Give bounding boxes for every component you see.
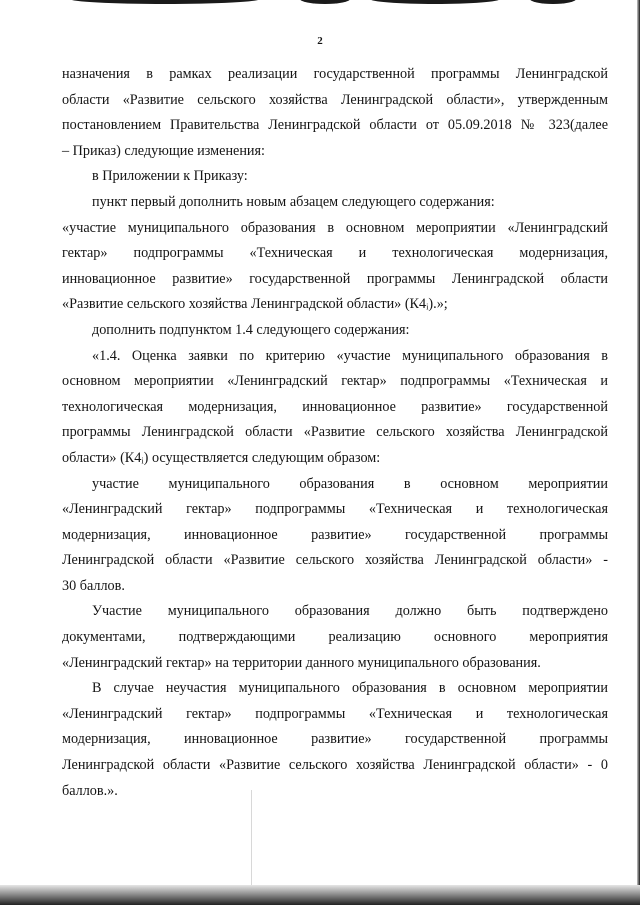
text-line: «Развитие сельского хозяйства Ленинградской области» (К4ᵢ).»; (62, 296, 448, 313)
text-line: документами, подтверждающими реализацию основного мероприятия (62, 629, 608, 646)
text-line: дополнить подпунктом 1.4 следующего содержания: (92, 321, 410, 338)
text-line: гектар» подпрограммы «Техническая и технологическая модернизация, (62, 245, 608, 262)
text-line: Участие муниципального образования должно быть подтверждено (92, 603, 608, 620)
paragraph-non-participation-score (62, 676, 608, 804)
paragraph-point-one (62, 190, 608, 216)
text-line: в Приложении к Приказу: (92, 168, 248, 185)
text-line: пункт первый дополнить новым абзацем следующего содержания: (92, 193, 495, 210)
text-line: 30 баллов. (62, 577, 125, 594)
text-line: назначения в рамках реализации государственной программы Ленинградской (62, 66, 608, 82)
page-number: 2 (317, 35, 323, 47)
text-line: инновационное развитие» государственной программы Ленинградской области (62, 270, 608, 287)
text-line: «Ленинградский гектар» на территории данного муниципального образования. (62, 654, 541, 671)
paragraph-subpoint-intro (62, 318, 608, 344)
text-line: Ленинградской области «Развитие сельского хозяйства Ленинградской области» - (62, 552, 608, 569)
text-line: постановлением Правительства Ленинградской области от 05.09.2018 № 323(далее (62, 117, 608, 134)
text-line: «участие муниципального образования в основном мероприятии «Ленинградский (62, 219, 608, 236)
text-line: баллов.». (62, 782, 118, 799)
text-line: «Ленинградский гектар» подпрограммы «Техническая и технологическая (62, 705, 608, 722)
text-line: В случае неучастия муниципального образования в основном мероприятии (92, 680, 608, 697)
text-line: Ленинградской области «Развитие сельского хозяйства Ленинградской области» - 0 (62, 757, 608, 774)
scan-artifact (370, 0, 500, 4)
scan-bottom-edge (0, 885, 640, 905)
text-line: модернизация, инновационное развитие» государственной программы (62, 526, 608, 543)
text-line: «1.4. Оценка заявки по критерию «участие муниципального образования в (92, 347, 608, 364)
scan-top-edge (0, 0, 640, 6)
text-line: области «Развитие сельского хозяйства Ленинградской области», утвержденным (62, 91, 608, 108)
text-line: основном мероприятии «Ленинградский гектар» подпрограммы «Техническая и (62, 373, 608, 390)
scan-artifact (300, 0, 350, 4)
paragraph-appendix (62, 164, 608, 190)
scan-fold-mark (251, 790, 252, 885)
paragraph-subpoint-1-4 (62, 344, 608, 472)
paragraph-new-criterion (62, 216, 608, 318)
paragraph-intro (62, 62, 608, 164)
scan-artifact (530, 0, 576, 4)
text-line: области» (К4ᵢ) осуществляется следующим образом: (62, 449, 381, 466)
text-line: технологическая модернизация, инновационное развитие» государственной (62, 398, 608, 415)
text-line: – Приказ) следующие изменения: (62, 142, 265, 159)
text-line: участие муниципального образования в основном мероприятии (92, 475, 608, 492)
paragraph-confirmation (62, 599, 608, 676)
text-line: программы Ленинградской области «Развитие сельского хозяйства Ленинградской (62, 424, 608, 441)
paragraph-participation-score (62, 472, 608, 600)
document-body (62, 62, 608, 804)
text-line: «Ленинградский гектар» подпрограммы «Техническая и технологическая (62, 501, 608, 518)
scan-artifact (70, 0, 260, 4)
text-line: модернизация, инновационное развитие» государственной программы (62, 731, 608, 748)
